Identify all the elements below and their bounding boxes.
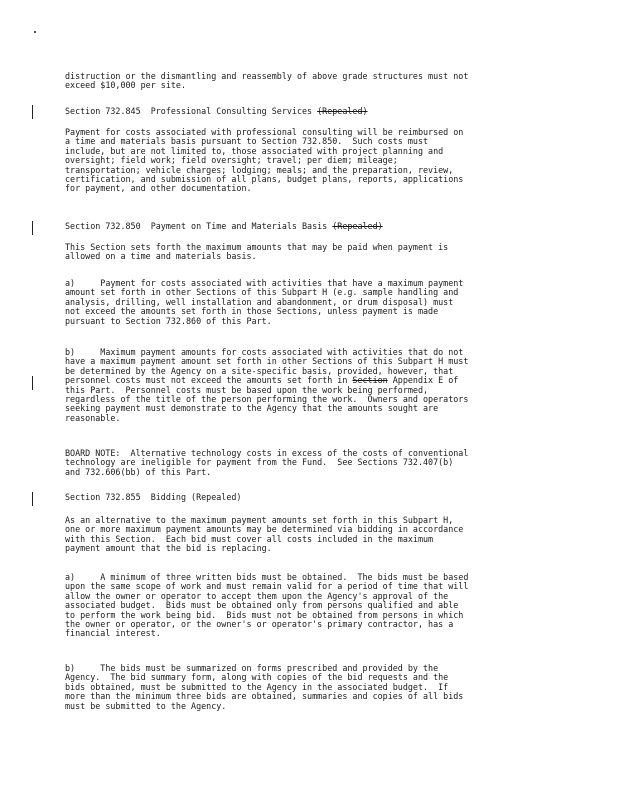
text-line: certification, and submission of all plans, budget plans, reports, applications <box>65 174 464 185</box>
board-note <box>65 449 555 477</box>
text-line: pursuant to Section 732.860 of this Part. <box>65 315 272 326</box>
text-line: for payment, and other documentation. <box>65 183 252 194</box>
text-line: bids obtained, must be submitted to the Agency in the associated budget. If <box>65 681 449 692</box>
section-855-para-a <box>65 573 555 639</box>
section-850-para-b <box>65 348 555 423</box>
repealed-struck: (Repealed) <box>332 221 383 231</box>
text-line: this Part. Personnel costs must be based upon the work being performed, <box>65 384 429 395</box>
section-850-para-a <box>65 279 555 326</box>
heading-text: Section 732.855 Bidding (Repealed) <box>65 492 242 502</box>
text-line: be determined by the Agency on a site-specific basis, provided, however, that <box>65 365 454 376</box>
section-855-para-b <box>65 664 555 711</box>
section-850-intro <box>65 243 555 262</box>
text-line: BOARD NOTE: Alternative technology costs in excess of the costs of conventional <box>65 448 469 458</box>
intro-paragraph <box>65 72 555 91</box>
text-line: and 732.606(bb) of this Part. <box>65 466 212 477</box>
text-line: This Section sets forth the maximum amounts that may be paid when payment is <box>65 242 449 252</box>
text-line: allowed on a time and materials basis. <box>65 251 257 262</box>
scan-speck <box>34 31 36 33</box>
text-fragment: personnel costs must not exceed the amounts set forth in <box>65 375 353 386</box>
change-bar <box>32 221 33 235</box>
text-line: transportation; vehicle charges; lodging; meals; and the preparation, review, <box>65 164 454 175</box>
text-line: reasonable. <box>65 412 121 423</box>
text-line: with this Section. Each bid must cover all costs included in the maximum <box>65 533 434 544</box>
text-line: not exceed the amounts set forth in those Sections, unless payment is made <box>65 306 439 317</box>
text-line: As an alternative to the maximum payment amounts set forth in this Subpart H, <box>65 515 454 525</box>
text-line: analysis, drilling, well installation and abandonment, or drum disposal) must <box>65 296 454 307</box>
text-fragment: Appendix E of <box>387 375 459 386</box>
struck-word: Section <box>352 375 388 386</box>
text-line: a) Payment for costs associated with activities that have a maximum payment <box>65 278 464 288</box>
change-bar <box>32 492 33 506</box>
text-line: a time and materials basis pursuant to Section 732.850. Such costs must <box>65 136 429 147</box>
text-line: regardless of the title of the person performing the work. Owners and operators <box>65 394 469 405</box>
section-855-intro <box>65 516 555 554</box>
section-850-heading <box>65 222 555 231</box>
text-line: b) Maximum payment amounts for costs associated with activities that do not <box>65 347 464 357</box>
section-845-heading <box>65 107 555 116</box>
text-line: exceed $10,000 per site. <box>65 80 187 91</box>
text-line: Agency. The bid summary form, along with copies of the bid requests and the <box>65 672 449 683</box>
text-line: oversight; field work; field oversight; travel; per diem; mileage; <box>65 155 398 166</box>
text-line: distruction or the dismantling and reassembly of above grade structures must not <box>65 71 469 81</box>
repealed-struck: (Repealed) <box>317 106 368 116</box>
text-line: technology are ineligible for payment from the Fund. See Sections 732.407(b) <box>65 457 454 468</box>
text-line: associated budget. Bids must be obtained only from persons qualified and able <box>65 600 459 611</box>
text-line: seeking payment must demonstrate to the Agency that the amounts sought are <box>65 403 439 414</box>
heading-text: Section 732.845 Professional Consulting Services <box>65 106 318 116</box>
text-line: payment amount that the bid is replacing. <box>65 543 272 554</box>
section-845-body <box>65 128 555 194</box>
text-line: amount set forth in other Sections of this Subpart H (e.g. sample handling and <box>65 287 459 298</box>
text-line: to perform the work being bid. Bids must not be obtained from persons in which <box>65 609 464 620</box>
text-line: b) The bids must be summarized on forms prescribed and provided by the <box>65 663 439 673</box>
text-line: more than the minimum three bids are obtained, summaries and copies of all bids <box>65 691 464 702</box>
text-line: one or more maximum payment amounts may be determined via bidding in accordance <box>65 524 464 535</box>
section-855-heading <box>65 493 555 502</box>
text-line: include, but are not limited to, those associated with project planning and <box>65 145 444 156</box>
text-line: have a maximum payment amount set forth in other Sections of this Subpart H must <box>65 356 469 367</box>
text-line: financial interest. <box>65 628 161 639</box>
heading-text: Section 732.850 Payment on Time and Materials Basis <box>65 221 333 231</box>
text-line: the owner or operator, or the owner's or operator's primary contractor, has a <box>65 619 454 630</box>
change-bar <box>32 105 33 119</box>
text-line: upon the same scope of work and must remain valid for a period of time that will <box>65 581 469 592</box>
text-line: allow the owner or operator to accept them upon the Agency's approval of the <box>65 590 449 601</box>
text-line: Payment for costs associated with professional consulting will be reimbursed on <box>65 127 464 137</box>
change-bar <box>32 376 33 390</box>
text-line: must be submitted to the Agency. <box>65 700 227 711</box>
text-line: a) A minimum of three written bids must be obtained. The bids must be based <box>65 572 469 582</box>
